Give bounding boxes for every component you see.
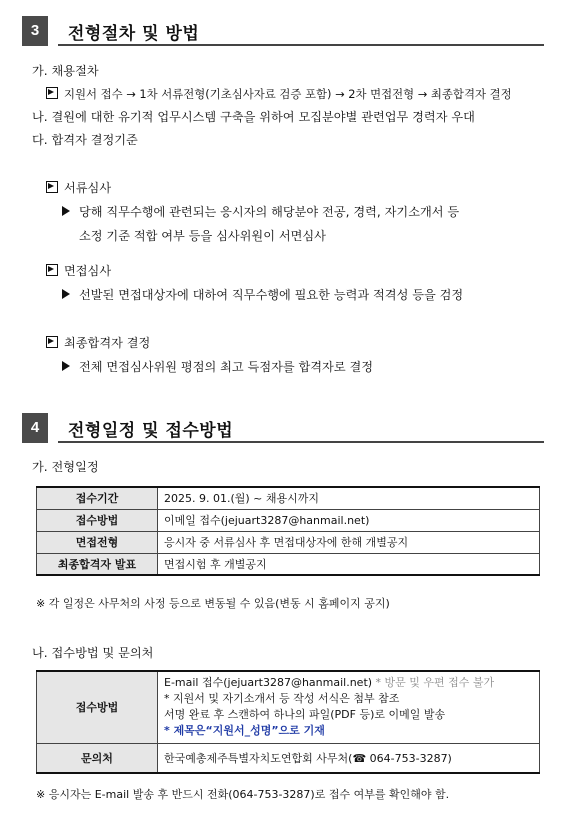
interview-desc bbox=[62, 287, 463, 303]
final-label: 최종합격자 결정 bbox=[64, 336, 151, 350]
row-label: 최종합격자 발표 bbox=[37, 553, 158, 575]
method-email: E-mail 접수(jejuart3287@hanmail.net) bbox=[164, 676, 373, 690]
table-row bbox=[37, 487, 540, 509]
subheading-a: 가. 전형일정 bbox=[32, 460, 99, 474]
square-arrow-icon bbox=[46, 336, 58, 348]
doc-review-desc-1: 당해 직무수행에 관련되는 응시자의 해당분야 전공, 경력, 자기소개서 등 bbox=[79, 205, 460, 219]
row-value: 2025. 9. 01.(월) ~ 채용시까지 bbox=[158, 487, 540, 509]
final-desc bbox=[62, 359, 373, 375]
method-label: 접수방법 bbox=[37, 671, 158, 743]
row-value: 이메일 접수(jejuart3287@hanmail.net) bbox=[158, 509, 540, 531]
triangle-bullet-icon bbox=[62, 289, 70, 299]
row-label: 접수방법 bbox=[37, 509, 158, 531]
table-row bbox=[37, 743, 540, 773]
row-label: 접수기간 bbox=[37, 487, 158, 509]
footer-note: ※ 응시자는 E-mail 발송 후 반드시 전화(064-753-3287)로 접수 여부를 확인해야 함. bbox=[36, 788, 450, 801]
final-title bbox=[46, 335, 150, 351]
subheading-b: 나. 접수방법 및 문의처 bbox=[32, 646, 154, 660]
subheading-a: 가. 채용절차 bbox=[32, 64, 99, 78]
triangle-bullet-icon bbox=[62, 206, 70, 216]
method-line-1 bbox=[164, 675, 533, 691]
square-arrow-icon bbox=[46, 87, 58, 99]
section-number: 3 bbox=[22, 16, 48, 46]
row-label: 면접전형 bbox=[37, 531, 158, 553]
table-row bbox=[37, 531, 540, 553]
section-title: 전형일정 및 접수방법 bbox=[68, 421, 234, 441]
method-line-2: * 지원서 및 자기소개서 등 작성 서식은 첨부 참조 bbox=[164, 692, 400, 706]
doc-review-title bbox=[46, 180, 111, 196]
section-divider bbox=[58, 44, 544, 46]
section-number: 4 bbox=[22, 413, 48, 443]
schedule-table bbox=[36, 486, 540, 576]
process-text: 지원서 접수 → 1차 서류전형(기초심사자료 검증 포함) → 2차 면접전형 → 최종합격자 결정 bbox=[64, 87, 512, 101]
final-desc-text: 전체 면접심사위원 평점의 최고 득점자를 합격자로 결정 bbox=[79, 360, 374, 374]
doc-review-desc bbox=[62, 204, 459, 220]
contact-value bbox=[158, 743, 540, 773]
table-row bbox=[37, 509, 540, 531]
section-title: 전형절차 및 방법 bbox=[68, 24, 200, 44]
row-value: 면접시험 후 개별공지 bbox=[158, 553, 540, 575]
table-row bbox=[37, 671, 540, 743]
method-table bbox=[36, 670, 540, 774]
method-line-3: 서명 완료 후 스캔하여 하나의 파일(PDF 등)로 이메일 발송 bbox=[164, 708, 446, 722]
process-line bbox=[46, 86, 512, 102]
interview-label: 면접심사 bbox=[64, 264, 112, 278]
section-4-header bbox=[22, 413, 544, 443]
interview-desc-text: 선발된 면접대상자에 대하여 직무수행에 필요한 능력과 적격성 등을 검정 bbox=[79, 288, 464, 302]
table-row bbox=[37, 553, 540, 575]
contact-org: 한국예총제주특별자치도연합회 사무처( bbox=[164, 751, 353, 765]
section-divider bbox=[58, 441, 544, 443]
method-line-4: * 제목은“지원서_성명”으로 기재 bbox=[164, 724, 325, 738]
doc-review-desc-2: 소정 기준 적합 여부 등을 심사위원이 서면심사 bbox=[79, 229, 326, 243]
contact-label: 문의처 bbox=[37, 743, 158, 773]
contact-phone: 064-753-3287) bbox=[366, 751, 452, 765]
method-no-visit: * 방문 및 우편 접수 불가 bbox=[375, 676, 495, 690]
square-arrow-icon bbox=[46, 181, 58, 193]
row-value: 응시자 중 서류심사 후 면접대상자에 한해 개별공지 bbox=[158, 531, 540, 553]
square-arrow-icon bbox=[46, 264, 58, 276]
doc-review-label: 서류심사 bbox=[64, 181, 112, 195]
interview-title bbox=[46, 263, 111, 279]
subheading-b: 나. 결원에 대한 유기적 업무시스템 구축을 위하여 모집분야별 관련업무 경력자 우대 bbox=[32, 110, 475, 124]
schedule-note: ※ 각 일정은 사무처의 사정 등으로 변동될 수 있음(변동 시 홈페이지 공지) bbox=[36, 597, 390, 610]
subheading-c: 다. 합격자 결정기준 bbox=[32, 133, 138, 147]
phone-icon: ☎ bbox=[352, 751, 367, 765]
triangle-bullet-icon bbox=[62, 361, 70, 371]
section-3-header bbox=[22, 16, 544, 46]
method-content bbox=[158, 671, 540, 743]
